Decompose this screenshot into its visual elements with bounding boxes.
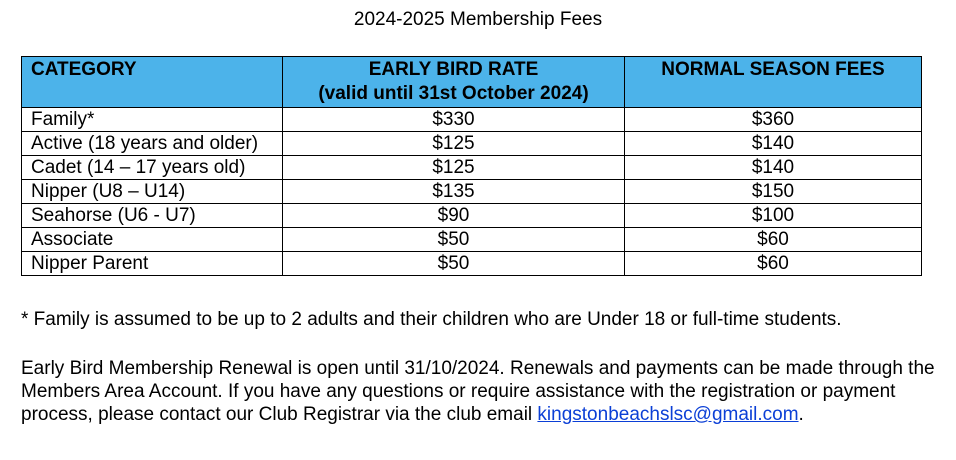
normal-season-cell: $100 [625, 204, 922, 228]
early-bird-cell: $50 [283, 228, 625, 252]
normal-season-cell: $360 [625, 108, 922, 132]
family-footnote: * Family is assumed to be up to 2 adults and their children who are Under 18 or full-time students. [21, 309, 842, 330]
early-bird-cell: $135 [283, 180, 625, 204]
renewal-info-paragraph [21, 357, 936, 426]
renewal-info-end: . [798, 404, 804, 425]
table-row [22, 252, 922, 276]
renewal-info-text: Early Bird Membership Renewal is open until 31/10/2024. Renewals and payments can be made through the Members Area Account. If you have any questions or require assistance with the registration or payment process, please contact our Club Registrar via the club email [21, 358, 935, 425]
page-title: 2024-2025 Membership Fees [353, 9, 603, 30]
early-bird-cell: $50 [283, 252, 625, 276]
category-header [22, 57, 283, 108]
category-cell: Associate [22, 228, 283, 252]
table-row [22, 180, 922, 204]
early-bird-cell: $125 [283, 132, 625, 156]
category-cell: Cadet (14 – 17 years old) [22, 156, 283, 180]
early-bird-header [283, 57, 625, 108]
normal-season-cell: $140 [625, 156, 922, 180]
early-bird-header-validity: (valid until 31st October 2024) [318, 83, 589, 104]
category-header-label: CATEGORY [31, 59, 137, 80]
category-cell: Active (18 years and older) [22, 132, 283, 156]
normal-season-cell: $150 [625, 180, 922, 204]
club-email-link[interactable]: kingstonbeachslsc@gmail.com [537, 404, 799, 425]
table-row [22, 156, 922, 180]
membership-fees-table [21, 56, 922, 276]
normal-season-cell: $140 [625, 132, 922, 156]
early-bird-cell: $330 [283, 108, 625, 132]
early-bird-cell: $90 [283, 204, 625, 228]
normal-season-cell: $60 [625, 228, 922, 252]
table-row [22, 204, 922, 228]
category-cell: Nipper Parent [22, 252, 283, 276]
normal-season-header [625, 57, 922, 108]
category-cell: Family* [22, 108, 283, 132]
table-row [22, 108, 922, 132]
category-cell: Seahorse (U6 - U7) [22, 204, 283, 228]
normal-season-header-label: NORMAL SEASON FEES [661, 59, 885, 80]
table-row [22, 228, 922, 252]
category-cell: Nipper (U8 – U14) [22, 180, 283, 204]
early-bird-header-title: EARLY BIRD RATE [368, 59, 539, 80]
normal-season-cell: $60 [625, 252, 922, 276]
table-row [22, 132, 922, 156]
table-header-row [22, 57, 922, 108]
early-bird-cell: $125 [283, 156, 625, 180]
